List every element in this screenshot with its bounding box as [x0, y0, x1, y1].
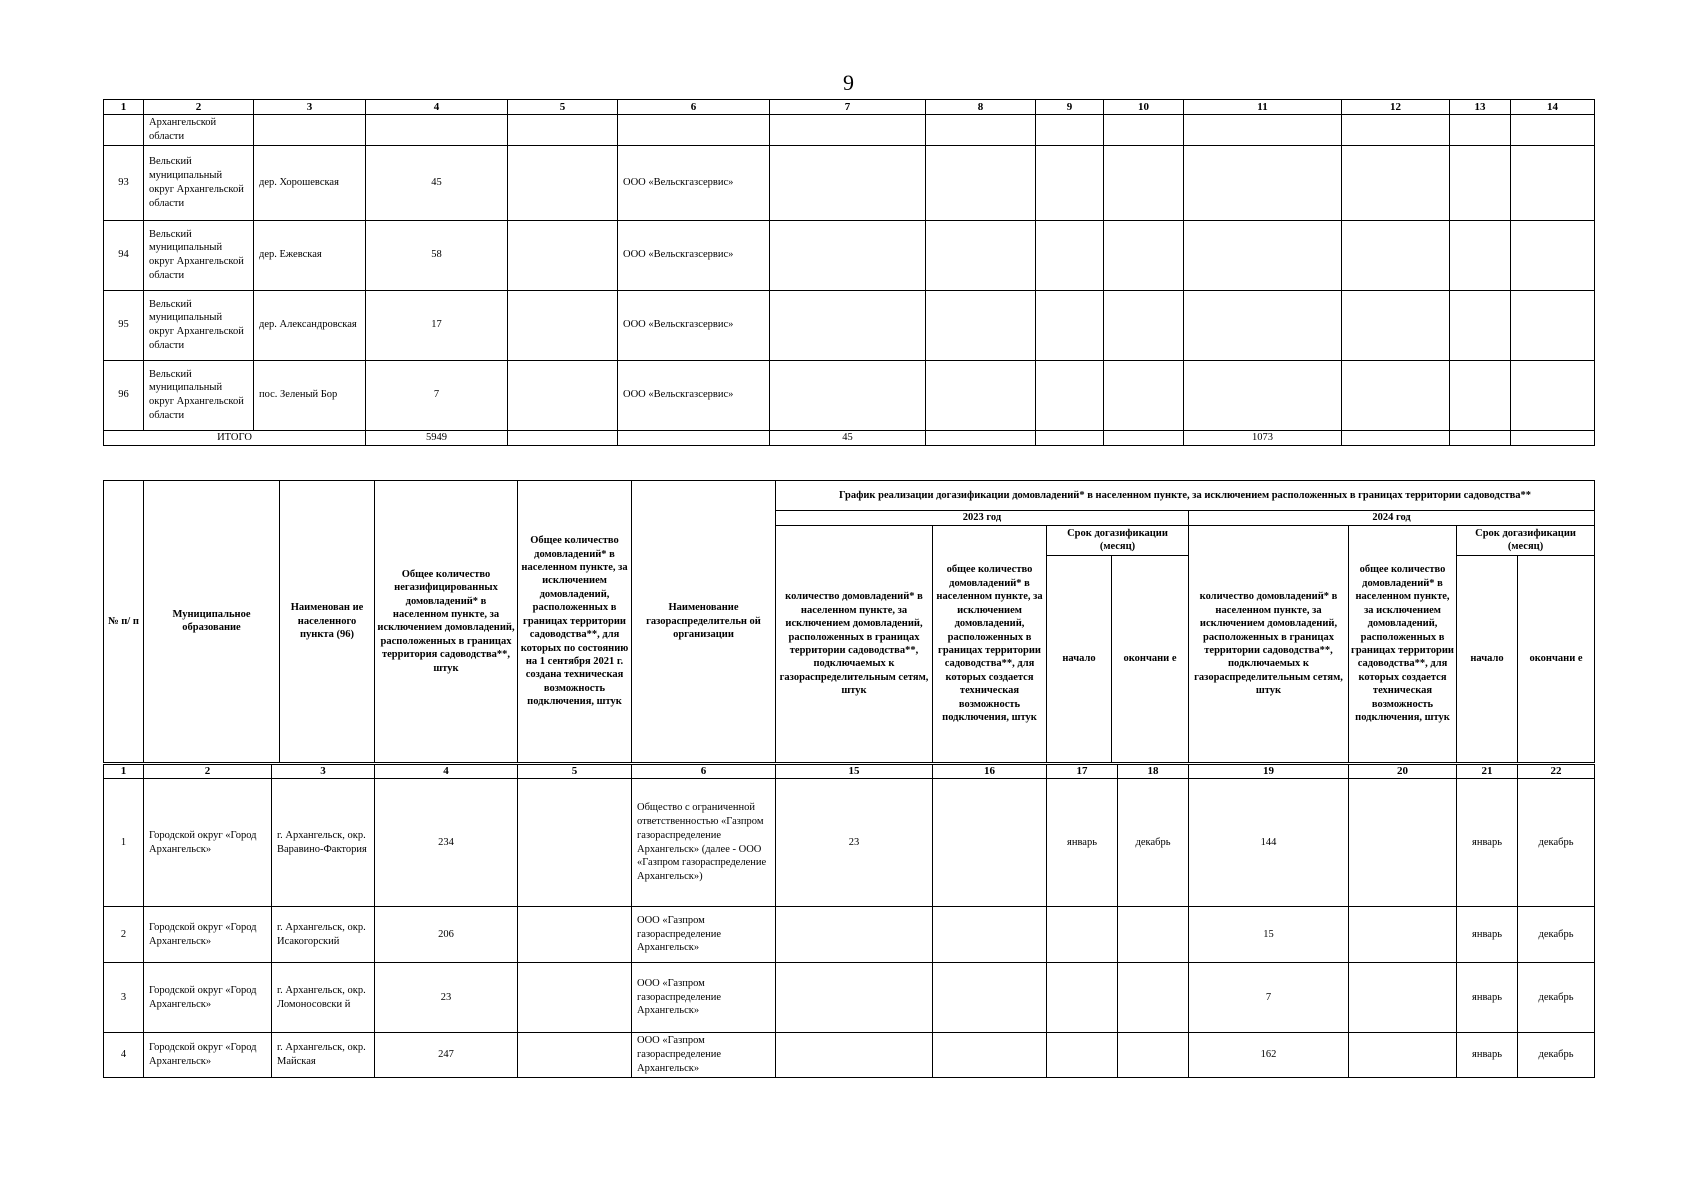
count-cell: 247 — [375, 1033, 518, 1078]
col-num: 4 — [366, 100, 508, 115]
start-2024-cell: январь — [1457, 1033, 1518, 1078]
header-no: № п/ п — [104, 481, 144, 763]
municipality-cell: Городской округ «Город Архангельск» — [144, 963, 272, 1033]
upper-table — [103, 99, 1595, 446]
org-cell — [618, 115, 770, 146]
start-2023-cell — [1047, 1033, 1118, 1078]
col-num: 3 — [254, 100, 366, 115]
header-settlement: Наименован ие населенного пункта (96) — [280, 481, 375, 763]
col-num: 15 — [776, 765, 933, 779]
start-2024-cell: январь — [1457, 779, 1518, 907]
org-cell: ООО «Вельскгазсервис» — [618, 290, 770, 360]
row-number: 2 — [104, 907, 144, 963]
column-number-row — [104, 765, 1595, 779]
count-cell: 234 — [375, 779, 518, 907]
row-number: 93 — [104, 145, 144, 220]
total-col7: 45 — [770, 430, 926, 445]
col-num: 4 — [375, 765, 518, 779]
qty-2024-cell: 144 — [1189, 779, 1349, 907]
qty-2023-cell — [776, 963, 933, 1033]
col-num: 16 — [933, 765, 1047, 779]
header-year-2023: 2023 год — [776, 511, 1189, 526]
table-row — [104, 115, 1595, 146]
row-number: 3 — [104, 963, 144, 1033]
municipality-cell: Вельский муниципальный округ Архангельской области — [144, 220, 254, 290]
count-cell — [366, 115, 508, 146]
org-cell: ООО «Вельскгазсервис» — [618, 145, 770, 220]
org-cell: ООО «Газпром газораспределение Архангельск» — [632, 1033, 776, 1078]
table-row — [104, 1033, 1595, 1078]
header-qty-2024: количество домовладений* в населенном пункте, за исключением домовладений, расположенных в границах территории садоводства**, подключаемых к газораспределительным сетям, штук — [1189, 526, 1349, 763]
col-num: 6 — [632, 765, 776, 779]
header-municipality: Муниципальное образование — [144, 481, 280, 763]
header-schedule: График реализации догазификации домовладений* в населенном пункте, за исключением расположенных в границах территории садоводства** — [776, 481, 1595, 511]
header-year-2024: 2024 год — [1189, 511, 1595, 526]
header-start-2024: начало — [1457, 555, 1518, 762]
table-row — [104, 360, 1595, 430]
count-cell: 58 — [366, 220, 508, 290]
municipality-cell: Вельский муниципальный округ Архангельской области — [144, 145, 254, 220]
settlement-cell: г. Архангельск, окр. Варавино-Фактория — [272, 779, 375, 907]
table-row — [104, 290, 1595, 360]
settlement-cell: г. Архангельск, окр. Ломоносовски й — [272, 963, 375, 1033]
table-row — [104, 145, 1595, 220]
count-cell: 23 — [375, 963, 518, 1033]
col-num: 20 — [1349, 765, 1457, 779]
header-qty-2023: количество домовладений* в населенном пункте, за исключением домовладений, расположенных в границах территории садоводства**, подключаемых к газораспределительным сетям, штук — [776, 526, 933, 763]
start-2024-cell: январь — [1457, 963, 1518, 1033]
start-2023-cell: январь — [1047, 779, 1118, 907]
col-num: 7 — [770, 100, 926, 115]
org-cell: Общество с ограниченной ответственностью «Газпром газораспределение Архангельск» (далее - ООО «Газпром газораспределение Архангельск») — [632, 779, 776, 907]
count-cell: 206 — [375, 907, 518, 963]
count-cell: 45 — [366, 145, 508, 220]
table-row — [104, 907, 1595, 963]
col-num: 11 — [1184, 100, 1342, 115]
col-num: 14 — [1511, 100, 1595, 115]
end-2024-cell: декабрь — [1518, 907, 1595, 963]
col-num: 5 — [518, 765, 632, 779]
municipality-cell: Городской округ «Город Архангельск» — [144, 779, 272, 907]
settlement-cell: дер. Александровская — [254, 290, 366, 360]
header-total-2023: общее количество домовладений* в населенном пункте, за исключением домовладений, расположенных в границах территории садоводства**, для которых создается техническая возможность подключения, штук — [933, 526, 1047, 763]
column-number-row — [104, 100, 1595, 115]
end-2024-cell: декабрь — [1518, 779, 1595, 907]
table-row — [104, 220, 1595, 290]
header-term-2024: Срок догазификации (месяц) — [1457, 526, 1595, 556]
col-num: 9 — [1036, 100, 1104, 115]
settlement-cell: дер. Ежевская — [254, 220, 366, 290]
table-row — [104, 963, 1595, 1033]
end-2023-cell — [1118, 907, 1189, 963]
municipality-cell: Вельский муниципальный округ Архангельской области — [144, 360, 254, 430]
col-num: 5 — [508, 100, 618, 115]
header-term-2023: Срок догазификации (месяц) — [1047, 526, 1189, 556]
col-num: 3 — [272, 765, 375, 779]
col-num: 2 — [144, 100, 254, 115]
org-cell: ООО «Вельскгазсервис» — [618, 360, 770, 430]
start-2024-cell: январь — [1457, 907, 1518, 963]
row-number: 1 — [104, 779, 144, 907]
total-row — [104, 430, 1595, 445]
settlement-cell: г. Архангельск, окр. Майская — [272, 1033, 375, 1078]
qty-2023-cell — [776, 1033, 933, 1078]
qty-2024-cell: 15 — [1189, 907, 1349, 963]
lower-table-header — [103, 480, 1595, 763]
col-num: 17 — [1047, 765, 1118, 779]
qty-2023-cell: 23 — [776, 779, 933, 907]
municipality-cell: Городской округ «Город Архангельск» — [144, 1033, 272, 1078]
col-num: 13 — [1450, 100, 1511, 115]
count-cell: 17 — [366, 290, 508, 360]
col-num: 1 — [104, 765, 144, 779]
row-number: 95 — [104, 290, 144, 360]
header-col6: Наименование газораспределительн ой организации — [632, 481, 776, 763]
municipality-cell: Вельский муниципальный округ Архангельской области — [144, 290, 254, 360]
header-start-2023: начало — [1047, 555, 1112, 762]
row-number: 4 — [104, 1033, 144, 1078]
qty-2024-cell: 162 — [1189, 1033, 1349, 1078]
col-num: 19 — [1189, 765, 1349, 779]
settlement-cell — [254, 115, 366, 146]
col-num: 21 — [1457, 765, 1518, 779]
settlement-cell: дер. Хорошевская — [254, 145, 366, 220]
lower-table-body — [103, 764, 1595, 1078]
settlement-cell: пос. Зеленый Бор — [254, 360, 366, 430]
start-2023-cell — [1047, 907, 1118, 963]
end-2024-cell: декабрь — [1518, 963, 1595, 1033]
org-cell: ООО «Вельскгазсервис» — [618, 220, 770, 290]
col-num: 18 — [1118, 765, 1189, 779]
page-number: 9 — [843, 70, 854, 95]
end-2023-cell: декабрь — [1118, 779, 1189, 907]
total-label: ИТОГО — [104, 430, 366, 445]
row-number — [104, 115, 144, 146]
settlement-cell: г. Архангельск, окр. Исакогорский — [272, 907, 375, 963]
municipality-cell: Архангельской области — [144, 115, 254, 146]
row-number: 94 — [104, 220, 144, 290]
header-end-2024: окончани е — [1518, 555, 1595, 762]
col-num: 10 — [1104, 100, 1184, 115]
header-col5: Общее количество домовладений* в населенном пункте, за исключением домовладений, расположенных в границах территории садоводства**, для которых по состоянию на 1 сентября 2021 г. создана техническая возможность подключения, штук — [518, 481, 632, 763]
col-num: 8 — [926, 100, 1036, 115]
col-num: 2 — [144, 765, 272, 779]
total-col11: 1073 — [1184, 430, 1342, 445]
col-num: 6 — [618, 100, 770, 115]
header-col4: Общее количество негазифицированных домовладений* в населенном пункте, за исключением домовладений, расположенных в границах территория садоводства**, штук — [375, 481, 518, 763]
end-2023-cell — [1118, 1033, 1189, 1078]
col-num: 12 — [1342, 100, 1450, 115]
qty-2024-cell: 7 — [1189, 963, 1349, 1033]
col-num: 22 — [1518, 765, 1595, 779]
total-count: 5949 — [366, 430, 508, 445]
org-cell: ООО «Газпром газораспределение Архангельск» — [632, 963, 776, 1033]
table-row — [104, 779, 1595, 907]
header-end-2023: окончани е — [1112, 555, 1189, 762]
end-2023-cell — [1118, 963, 1189, 1033]
col-num: 1 — [104, 100, 144, 115]
header-total-2024: общее количество домовладений* в населенном пункте, за исключением домовладений, расположенных в границах территории садоводства**, для которых создается техническая возможность подключения, штук — [1349, 526, 1457, 763]
end-2024-cell: декабрь — [1518, 1033, 1595, 1078]
count-cell: 7 — [366, 360, 508, 430]
row-number: 96 — [104, 360, 144, 430]
org-cell: ООО «Газпром газораспределение Архангельск» — [632, 907, 776, 963]
start-2023-cell — [1047, 963, 1118, 1033]
municipality-cell: Городской округ «Город Архангельск» — [144, 907, 272, 963]
qty-2023-cell — [776, 907, 933, 963]
